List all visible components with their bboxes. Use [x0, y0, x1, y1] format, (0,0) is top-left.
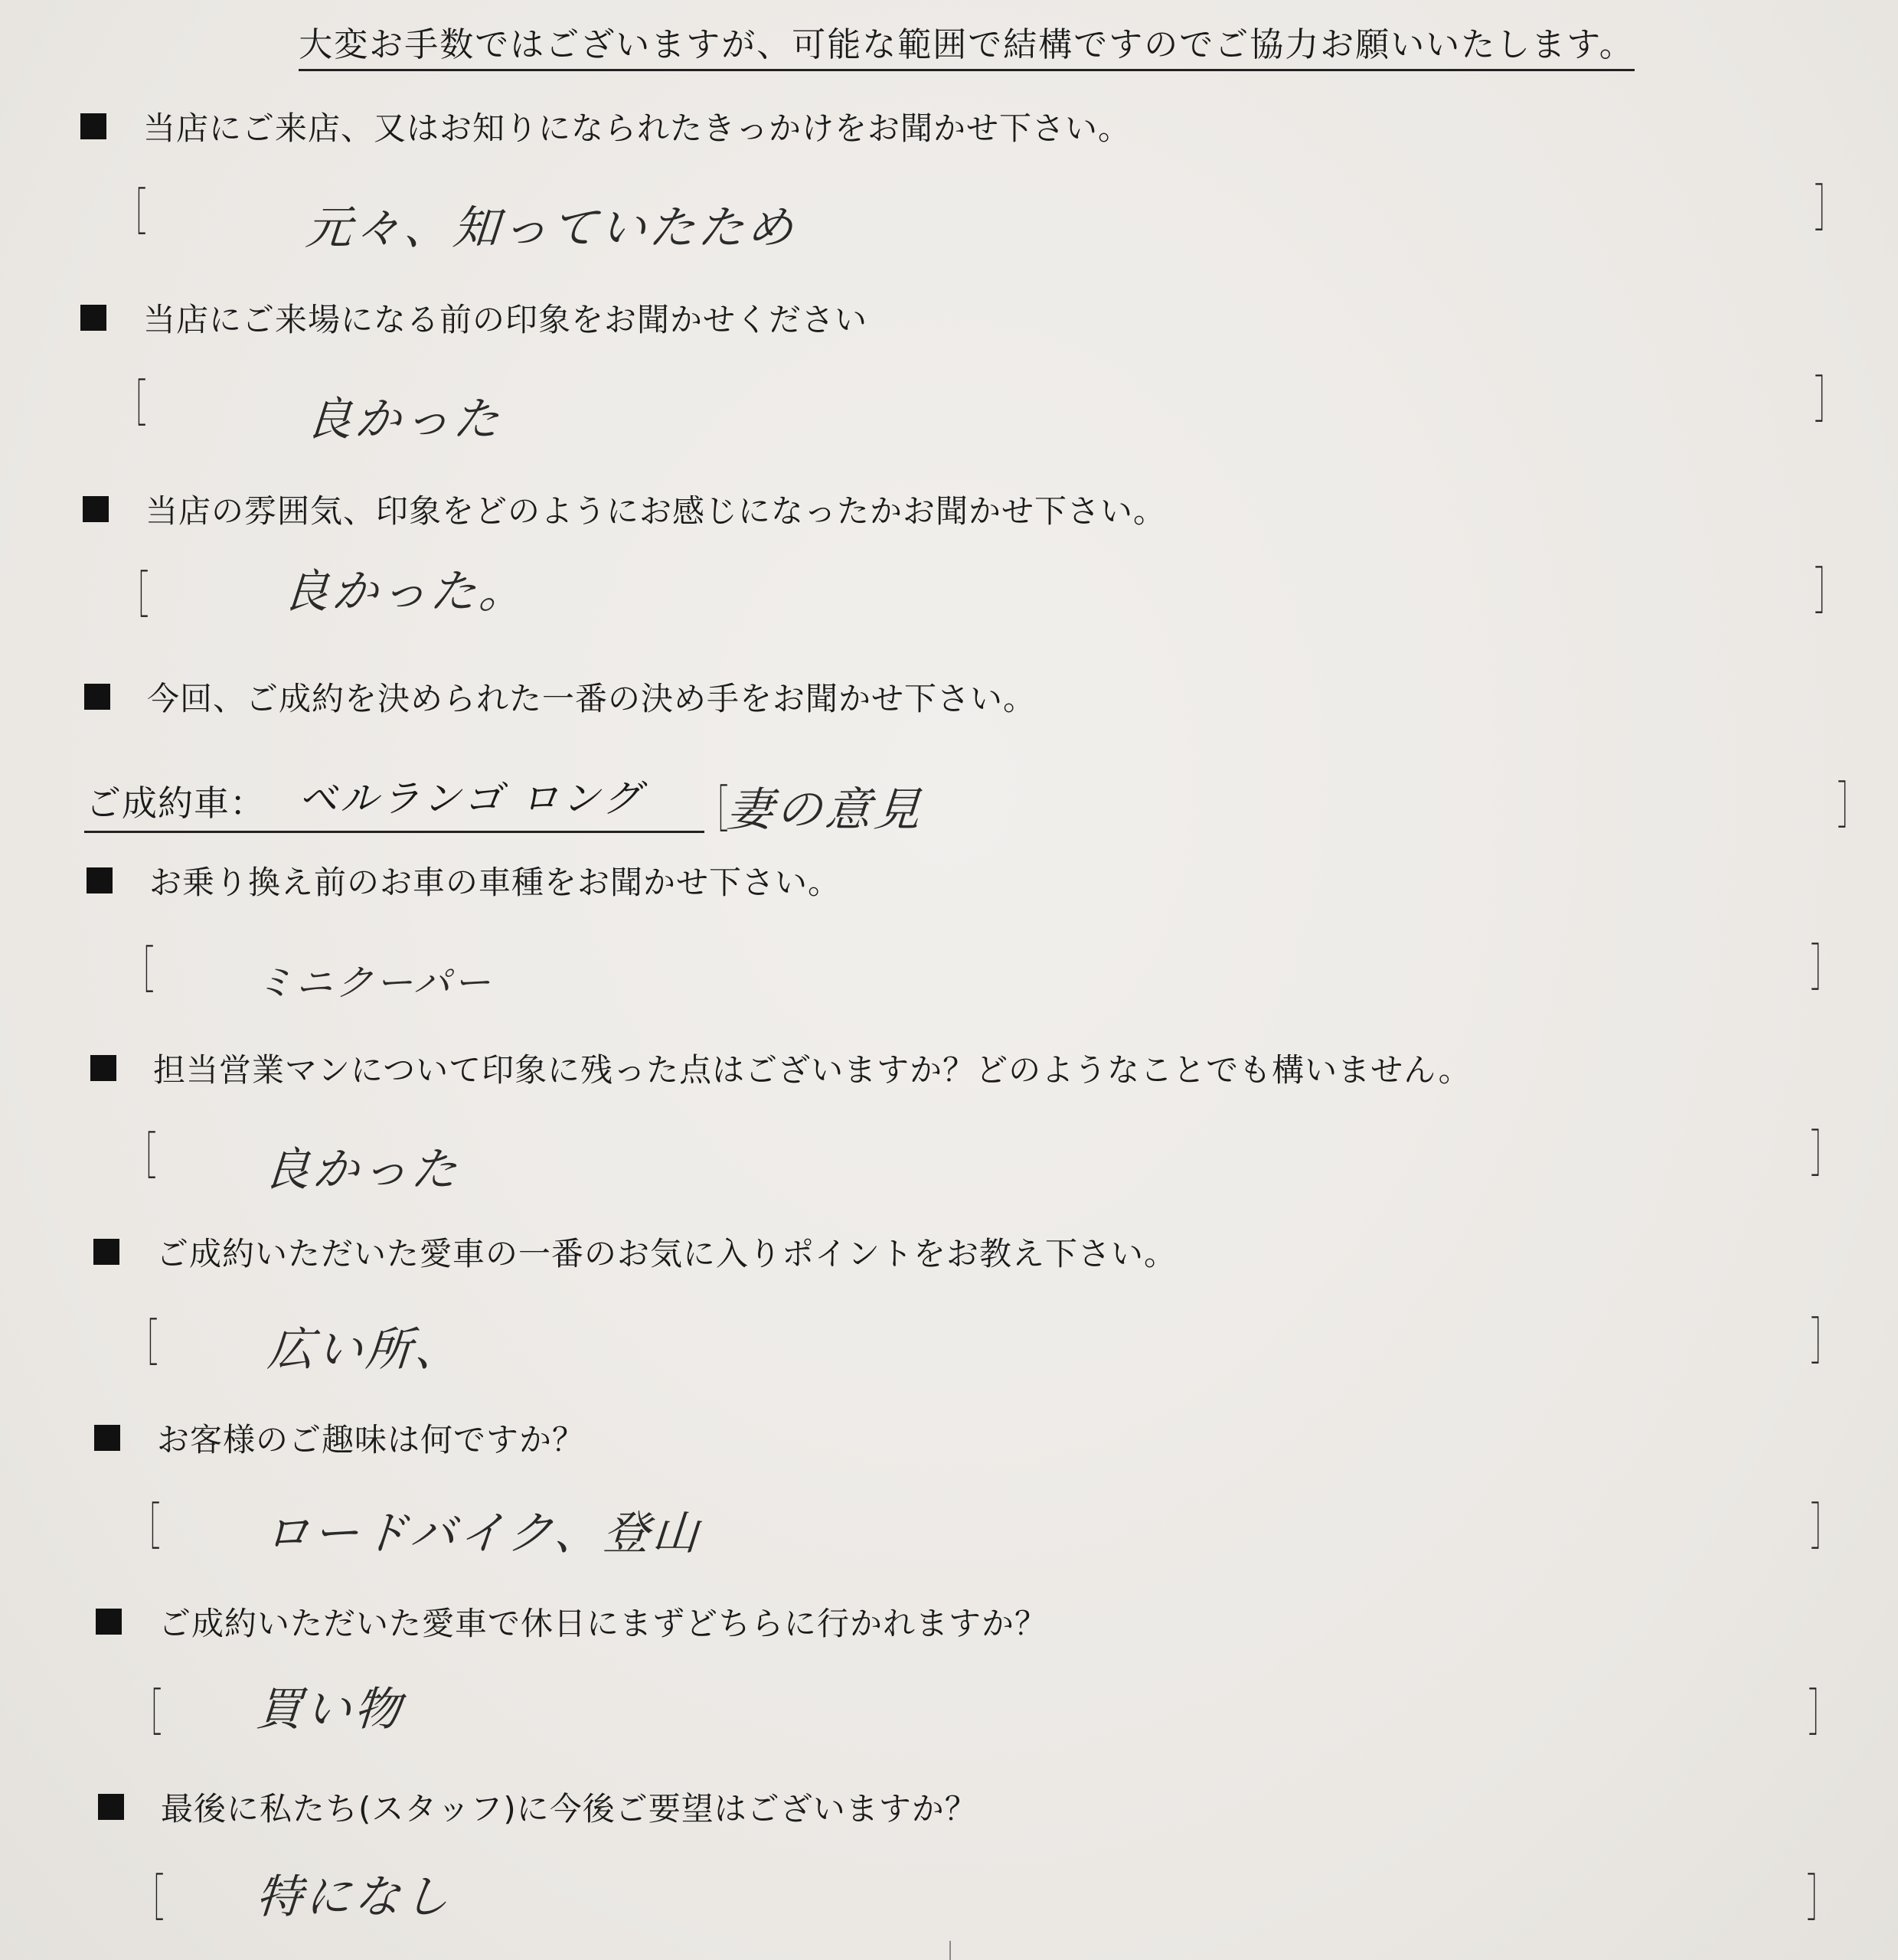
contracted-car-row — [84, 769, 704, 833]
square-bullet-icon — [98, 1794, 124, 1820]
bracket-open-6: ［ — [128, 1127, 157, 1186]
square-bullet-icon — [90, 1055, 116, 1081]
question-9 — [96, 1599, 1047, 1645]
answer-2: 良かった — [304, 393, 505, 446]
question-3-label: 当店の雰囲気、印象をどのようにお感じになったかお聞かせ下さい。 — [145, 492, 1167, 530]
answer-10: 特になし — [254, 1870, 455, 1924]
bracket-open-4: ［ — [700, 780, 729, 839]
answer-4: 妻の意見 — [725, 783, 926, 837]
survey-header: 大変お手数ではございますが、可能な範囲で結構ですのでご協力お願いいたします。 — [299, 17, 1635, 71]
square-bullet-icon — [94, 1425, 120, 1451]
answer-3: 良かった。 — [281, 565, 531, 619]
answer-1: 元々、知っていたため — [304, 201, 799, 255]
question-8 — [94, 1415, 585, 1461]
answer-5: ミニクーパー — [254, 962, 495, 1004]
bracket-close-10: ］ — [1806, 1869, 1835, 1928]
question-7-label: ご成約いただいた愛車の一番のお気に入りポイントをお教え下さい。 — [156, 1235, 1178, 1272]
question-3 — [83, 486, 1166, 532]
answer-8: ロードバイク、登山 — [262, 1507, 704, 1560]
question-4 — [84, 674, 1036, 720]
question-6 — [90, 1045, 1472, 1091]
bracket-close-5: ］ — [1810, 939, 1839, 998]
car-label: ご成約車： — [86, 782, 266, 824]
square-bullet-icon — [87, 867, 113, 893]
question-2-label: 当店にご来場になる前の印象をお聞かせください — [143, 301, 868, 338]
stray-pen-mark — [949, 1941, 951, 1960]
car-value: ベルランゴ ロング — [299, 776, 644, 821]
bracket-close-1: ］ — [1814, 179, 1843, 238]
question-6-label: 担当営業マンについて印象に残った点はございますか？どのようなことでも構いません。 — [153, 1051, 1472, 1089]
bracket-open-8: ［ — [132, 1498, 161, 1557]
bracket-open-2: ［ — [118, 374, 147, 433]
square-bullet-icon — [84, 684, 110, 710]
bracket-close-3: ］ — [1814, 562, 1843, 621]
question-8-label: お客様のご趣味は何ですか？ — [157, 1421, 586, 1459]
bracket-open-9: ［ — [133, 1684, 162, 1743]
square-bullet-icon — [80, 305, 106, 331]
question-1 — [80, 103, 1131, 149]
question-1-label: 当店にご来店、又はお知りになられたきっかけをお聞かせ下さい。 — [143, 109, 1132, 147]
bracket-close-8: ］ — [1810, 1498, 1839, 1557]
bracket-close-2: ］ — [1814, 371, 1843, 430]
answer-9: 買い物 — [254, 1683, 406, 1736]
bracket-open-7: ［ — [129, 1314, 158, 1373]
question-5-label: お乗り換え前のお車の車種をお聞かせ下さい。 — [149, 864, 841, 901]
bracket-open-5: ［ — [126, 941, 155, 1000]
answer-7: 広い所、 — [266, 1323, 466, 1377]
square-bullet-icon — [80, 113, 106, 139]
question-2 — [80, 295, 867, 341]
question-10-label: 最後に私たち(スタッフ)に今後ご要望はございますか？ — [161, 1790, 978, 1828]
square-bullet-icon — [93, 1239, 119, 1265]
bracket-open-1: ［ — [118, 183, 147, 242]
bracket-open-10: ［ — [136, 1869, 165, 1928]
question-9-label: ご成約いただいた愛車で休日にまずどちらに行かれますか？ — [158, 1605, 1048, 1642]
bracket-open-3: ［ — [120, 566, 149, 625]
bracket-close-4: ］ — [1837, 776, 1866, 835]
square-bullet-icon — [96, 1609, 122, 1635]
question-5 — [87, 858, 841, 903]
question-7 — [93, 1229, 1177, 1275]
question-10 — [98, 1784, 978, 1830]
square-bullet-icon — [83, 496, 109, 522]
answer-6: 良かった — [262, 1143, 462, 1197]
bracket-close-6: ］ — [1810, 1125, 1839, 1184]
bracket-close-7: ］ — [1810, 1312, 1839, 1371]
question-4-label: 今回、ご成約を決められた一番の決め手をお聞かせ下さい。 — [147, 680, 1037, 717]
bracket-close-9: ］ — [1808, 1684, 1837, 1743]
